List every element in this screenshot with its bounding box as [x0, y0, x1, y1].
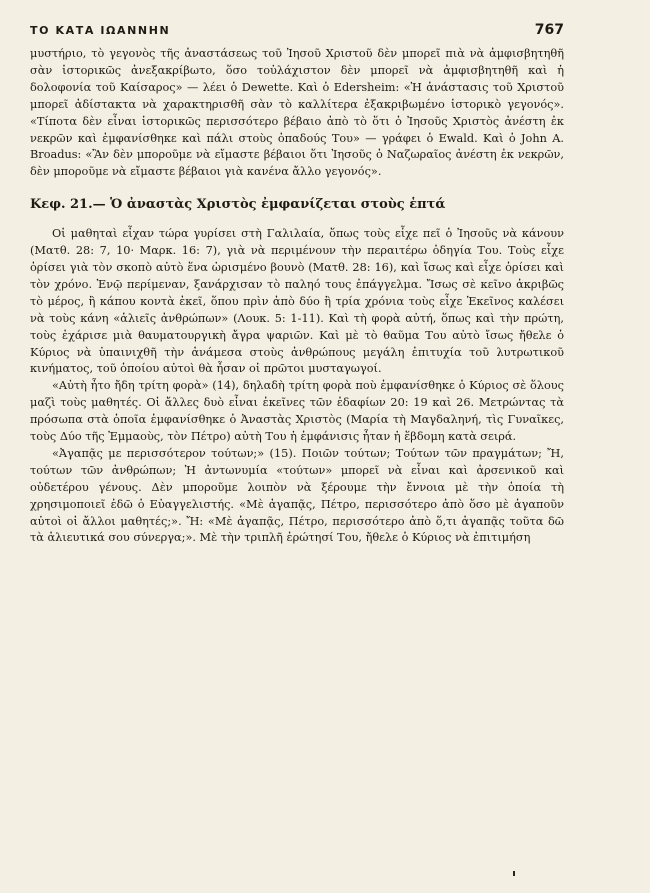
paragraph-continuation: μυστήριο, τὸ γεγονὸς τῆς ἀναστάσεως τοῦ Ἰησοῦ Χριστοῦ δὲν μπορεῖ πιὰ νὰ ἀμφισβητηθῆ σὰν ἱστορικῶς ἀνεξακρίβωτο, ὅσο τοὐλάχιστον δὲν μπορεῖ νὰ ἀμφισβητηθῆ καὶ ἡ δολοφονία τοῦ Καίσαρος» — λέει ὁ Dewette. Καὶ ὁ Edersheim: «Ἡ ἀνάστασις τοῦ Χριστοῦ μπορεῖ ἀδίστακτα νὰ χαρακτηρισθῆ σὰν τὸ καλλίτερα ἐξακριβωμένο ἱστορικὸ γεγονός». «Τίποτα δὲν εἶναι ἱστορικῶς περισσότερο βέβαιο ἀπὸ τὸ ὅτι ὁ Ἰησοῦς Χριστὸς ἀνέστη ἐκ νεκρῶν καὶ ἐμφανίσθηκε καὶ πάλι στοὺς ὀπαδούς Του» — γράφει ὁ Ewald. Καὶ ὁ John A. Broadus: «Ἂν δὲν μποροῦμε νὰ εἴμαστε βέβαιοι ὅτι Ἰησοῦς ὁ Ναζωραῖος ἀνέστη ἐκ νεκρῶν, δὲν μποροῦμε νὰ εἴμαστε βέβαιοι γιὰ κανένα ἄλλο γεγονός».	[30, 47, 564, 179]
body-text	[30, 46, 564, 547]
paragraph: Οἱ μαθηταὶ εἶχαν τώρα γυρίσει στὴ Γαλιλαία, ὅπως τοὺς εἶχε πεῖ ὁ Ἰησοῦς νὰ κάνουν (Ματθ. 28: 7, 10· Μαρκ. 16: 7), γιὰ νὰ περιμένουν τὴν περαιτέρω ὁδηγία Του. Τοὺς εἶχε ὁρίσει γιὰ τὸν σκοπὸ αὐτὸ ἕνα ὡρισμένο βουνὸ (Ματθ. 28: 16), καὶ ἴσως καὶ εἶχε ὁρίσει καὶ τὸν χρόνο. Ἐνῷ περίμεναν, ξανάρχισαν τὸ παληό τους ἐπάγγελμα. Ἴσως σὲ κεῖνο ἀκριβῶς τὸ μέρος, ἢ κάπου κοντὰ ἐκεῖ, ὅπου πρὶν ἀπὸ δύο ἢ τρία χρόνια τοὺς εἶχε Ἐκεῖνος καλέσει νὰ τοὺς κάνη «ἁλιεῖς ἀνθρώπων» (Λουκ. 5: 1-11). Καὶ τὴ φορὰ αὐτή, ὅπως καὶ τὴν πρώτη, τοὺς ἐχάρισε μιὰ θαυματουργικὴ ἄγρα ψαριῶν. Καὶ μὲ τὸ θαῦμα Του αὐτὸ ἴσως ἤθελε ὁ Κύριος νὰ ὑπαινιχθῆ τὴν ἀνάμεσα στοὺς ἀνθρώπους μεγάλη ἐπιτυχία τοῦ λυτρωτικοῦ κινήματος, τοῦ ὁποίου αὐτοὶ θὰ ἦσαν οἱ πρῶτοι μυσταγωγοί.	[30, 227, 564, 376]
running-title: ΤΟ ΚΑΤΑ ΙΩΑΝΝΗΝ	[30, 24, 171, 37]
page-number: 767	[534, 22, 564, 38]
chapter-heading: Κεφ. 21.— Ὁ ἀναστὰς Χριστὸς ἐμφανίζεται στοὺς ἑπτά	[30, 197, 446, 213]
page-header	[30, 22, 564, 38]
ink-mark	[513, 871, 515, 876]
paragraph: «Αὐτὴ ἦτο ἤδη τρίτη φορὰ» (14), δηλαδὴ τρίτη φορὰ ποὺ ἐμφανίσθηκε ὁ Κύριος σὲ ὅλους μαζὶ τοὺς μαθητές. Οἱ ἄλλες δυὸ εἶναι ἐκεῖνες τῶν ἐδαφίων 20: 19 καὶ 26. Μετρώντας τὰ πρόσωπα στὰ ὁποῖα ἐμφανίσθηκε ὁ Ἀναστὰς Χριστὸς (Μαρία τὴ Μαγδαληνή, τὶς Γυναῖκες, τοὺς Δύο τῆς Ἐμμαοὺς, τὸν Πέτρο) αὐτὴ Του ἡ ἐμφάνισις ἦταν ἡ ἕβδομη κατὰ σειρά.	[30, 379, 564, 444]
paragraph: «Ἀγαπᾷς με περισσότερον τούτων;» (15). Ποιῶν τούτων; Τούτων τῶν πραγμάτων; Ἤ, τούτων τῶν ἀνθρώπων; Ἡ ἀντωνυμία «τούτων» μπορεῖ νὰ εἶναι καὶ ἀρσενικοῦ καὶ οὐδετέρου γένους. Δὲν μποροῦμε λοιπὸν νὰ ξέρουμε τὴν ἔννοια μὲ τὴν ὁποία τὴ χρησιμοποιεῖ ἐδῶ ὁ Εὐαγγελιστής. «Μὲ ἀγαπᾷς, Πέτρο, περισσότερο ἀπὸ ὅσο μὲ ἀγαποῦν αὐτοὶ οἱ ἄλλοι μαθητές;». Ἤ: «Μὲ ἀγαπᾷς, Πέτρο, περισσότερο ἀπὸ ὅ,τι ἀγαπᾷς τοῦτα δῶ τὰ ἁλιευτικά σου σύνεργα;». Μὲ τὴν τριπλῆ ἐρώτησί Του, ἤθελε ὁ Κύριος νὰ ἐπιτιμήση	[30, 446, 564, 545]
